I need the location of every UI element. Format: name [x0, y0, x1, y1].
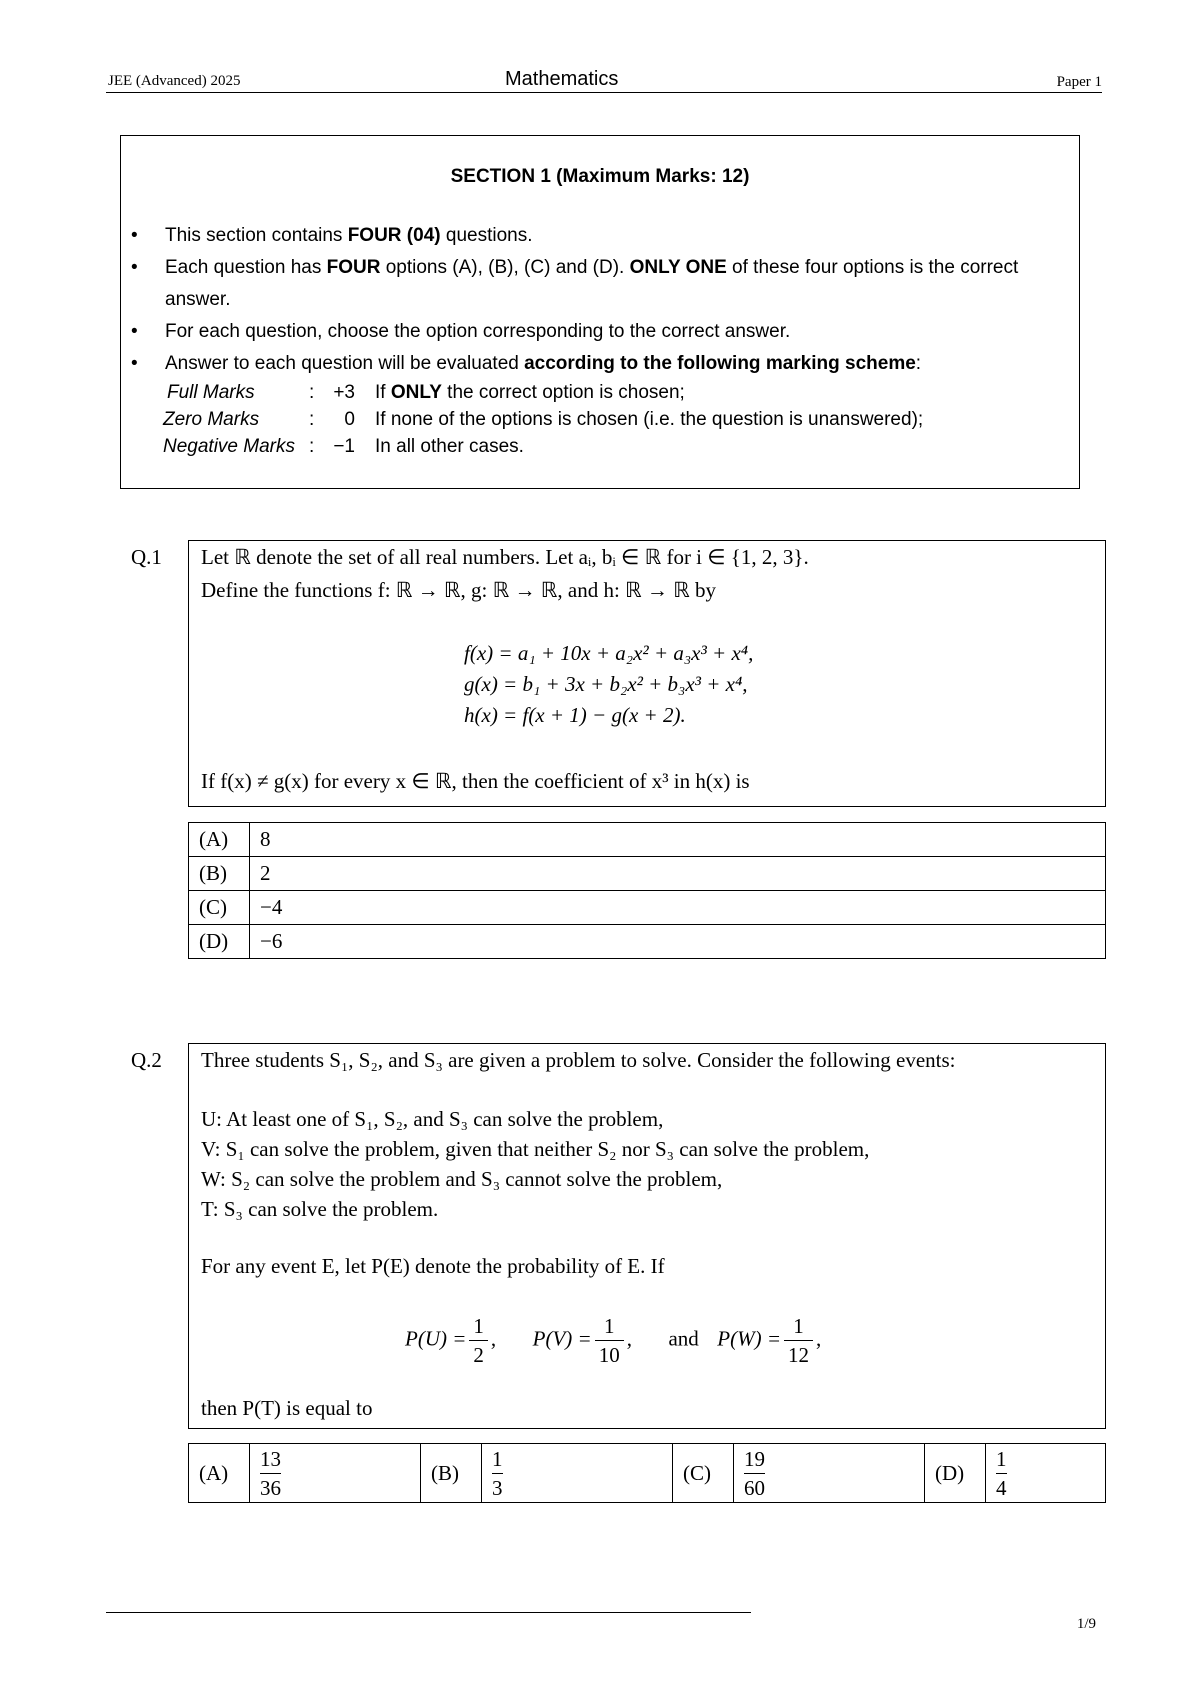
event-u: U: At least one of S₁, S₂, and S₃ can solve the problem,	[201, 1107, 664, 1131]
question-prompt: then P(T) is equal to	[201, 1396, 373, 1420]
scheme-row-full: Full Marks : +3 If ONLY the correct option is chosen;	[167, 382, 685, 403]
option-label: (D)	[189, 925, 250, 959]
instruction-item: • This section contains FOUR (04) questions.	[131, 220, 1081, 252]
option-label[interactable]: (C)	[673, 1444, 734, 1503]
event-w: W: S₂ can solve the problem and S₃ cannot solve the problem,	[201, 1167, 723, 1191]
question-number: Q.2	[131, 1048, 162, 1072]
bullet-icon: •	[131, 353, 138, 374]
question-text: Define the functions f: ℝ → ℝ, g: ℝ → ℝ, and h: ℝ → ℝ by	[201, 578, 717, 602]
page-number: 1/9	[1076, 1616, 1096, 1632]
marking-scheme	[163, 379, 1063, 460]
option-value: −4	[250, 891, 1106, 925]
instruction-item: • Answer to each question will be evaluated according to the following marking scheme:	[131, 348, 1081, 380]
option-value: 8	[250, 823, 1106, 857]
instruction-item: • Each question has FOUR options (A), (B), (C) and (D). ONLY ONE of these four options is the correct answer.	[131, 252, 1081, 316]
option-row[interactable]	[189, 823, 1106, 857]
event-t: T: S₃ can solve the problem.	[201, 1197, 439, 1221]
probability-given: P(U) = $\frac{1}{2}$ , P(V) = $\frac{1}{10}$ , and P(W) = $\frac{1}{12}$ ,	[405, 1314, 822, 1367]
bullet-icon: •	[131, 225, 138, 246]
option-label: (A)	[189, 823, 250, 857]
instruction-list	[131, 220, 1081, 380]
question-1-box	[188, 540, 1106, 807]
section-title: SECTION 1 (Maximum Marks: 12)	[450, 166, 750, 187]
footer-rule	[106, 1612, 751, 1613]
option-label[interactable]: (B)	[421, 1444, 482, 1503]
option-row[interactable]	[189, 925, 1106, 959]
question-text: Let ℝ denote the set of all real numbers. Let aᵢ, bᵢ ∈ ℝ for i ∈ {1, 2, 3}.	[201, 545, 809, 569]
fraction: $\frac{1}{2}$	[469, 1312, 488, 1369]
equation-f: f(x) = a₁ + 10x + a₂x² + a₃x³ + x⁴,	[464, 641, 754, 665]
header-subject: Mathematics	[505, 68, 619, 90]
equation-g: g(x) = b₁ + 3x + b₂x² + b₃x³ + x⁴,	[464, 672, 748, 696]
fraction: $\frac{1}{10}$	[595, 1312, 624, 1369]
question-number: Q.1	[131, 545, 162, 569]
option-value: $\frac{1}{3}$	[482, 1444, 673, 1503]
option-label[interactable]: (A)	[189, 1444, 250, 1503]
question-text: For any event E, let P(E) denote the probability of E. If	[201, 1254, 665, 1278]
option-label[interactable]: (D)	[925, 1444, 986, 1503]
fraction: $\frac{1}{12}$	[784, 1312, 813, 1369]
section-instructions-box	[120, 135, 1080, 489]
question-2-box	[188, 1043, 1106, 1429]
option-value: $\frac{13}{36}$	[250, 1444, 421, 1503]
scheme-row-negative: Negative Marks : −1 In all other cases.	[163, 436, 524, 457]
scheme-row-zero: Zero Marks : 0 If none of the options is chosen (i.e. the question is unanswered);	[163, 409, 924, 430]
option-value: $\frac{19}{60}$	[734, 1444, 925, 1503]
q1-options-table	[188, 822, 1106, 959]
option-label: (C)	[189, 891, 250, 925]
q2-options-table	[188, 1443, 1106, 1503]
option-row[interactable]	[189, 891, 1106, 925]
option-value: $\frac{1}{4}$	[986, 1444, 1106, 1503]
header-exam-name: JEE (Advanced) 2025	[108, 73, 241, 89]
header-rule	[106, 92, 1102, 93]
header-paper: Paper 1	[1056, 74, 1102, 90]
option-row[interactable]	[189, 857, 1106, 891]
question-text: Three students S₁, S₂, and S₃ are given a problem to solve. Consider the following events:	[201, 1048, 956, 1072]
question-prompt: If f(x) ≠ g(x) for every x ∈ ℝ, then the coefficient of x³ in h(x) is	[201, 769, 750, 793]
equation-h: h(x) = f(x + 1) − g(x + 2).	[464, 703, 686, 727]
event-v: V: S₁ can solve the problem, given that neither S₂ nor S₃ can solve the problem,	[201, 1137, 870, 1161]
bullet-icon: •	[131, 257, 138, 278]
instruction-item: • For each question, choose the option corresponding to the correct answer.	[131, 316, 1081, 348]
option-value: −6	[250, 925, 1106, 959]
option-label: (B)	[189, 857, 250, 891]
option-value: 2	[250, 857, 1106, 891]
bullet-icon: •	[131, 321, 138, 342]
